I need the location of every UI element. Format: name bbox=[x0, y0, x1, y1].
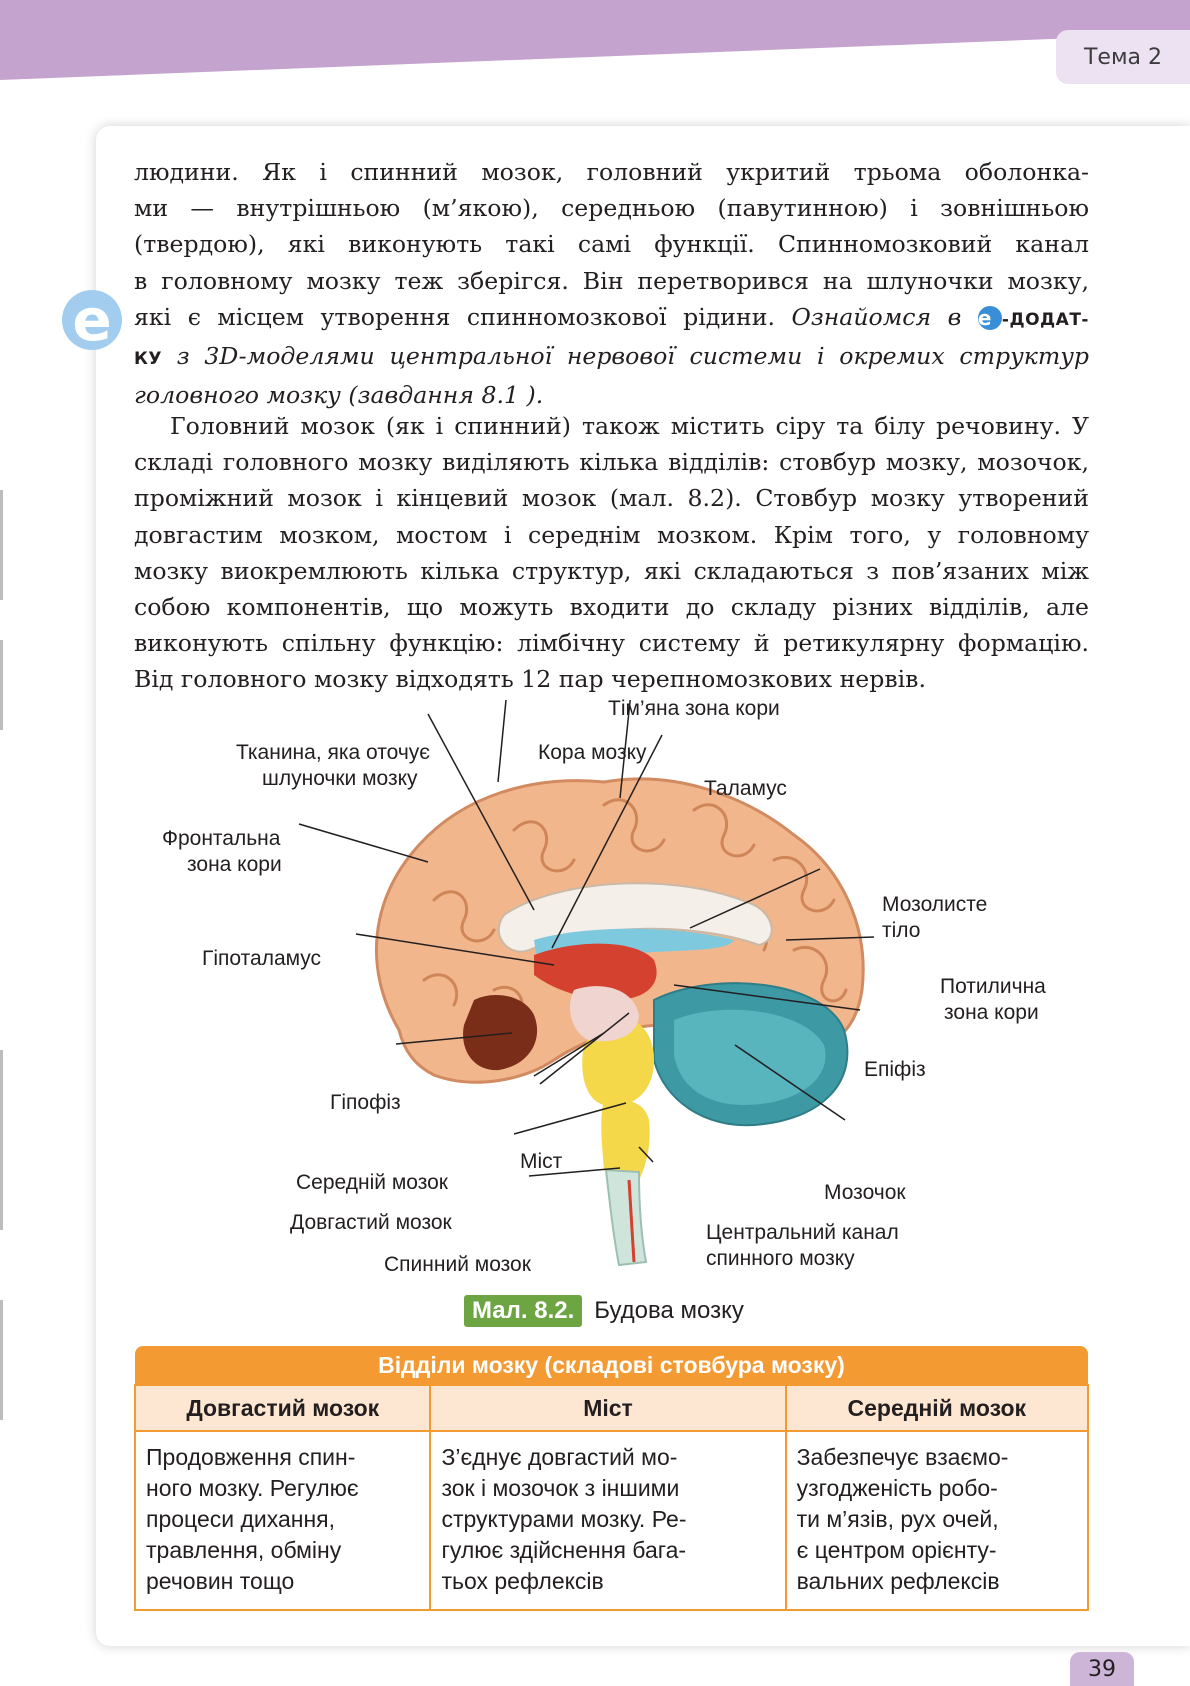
e-addon-icon[interactable]: e bbox=[978, 306, 1002, 330]
p1-line-6 bbox=[134, 338, 1089, 377]
table-header-midbrain: Середній мозок bbox=[786, 1385, 1088, 1431]
label-tissue-2: шлуночки мозку bbox=[262, 767, 418, 790]
medulla-shape bbox=[601, 1099, 649, 1180]
p1-italic-tail-1: з 3D-моделями центральної нервової системи і окремих структур bbox=[176, 342, 1090, 371]
p1-line-3: (твердою), які виконують такі самі функції. Спинномозковий канал bbox=[134, 230, 1089, 259]
figure-caption-text: Будова мозку bbox=[594, 1297, 744, 1324]
spinal-cord-shape bbox=[606, 1170, 646, 1265]
label-pons: Міст bbox=[520, 1150, 563, 1173]
p2-text: Головний мозок (як і спинний) також містить сіру та білу речовину. У складі головного мозку виділяють кілька відділів: стовбур мозку, мозочок, проміжний мозок і кінцевий мозок (мал. 8.2). Стовбур мозку утворений довгастим мозком, мостом і середнім мозком. Крім того, у головному мозку виокремлюють кілька структур, які складаються з пов’язаних між собою компонентів, що можуть входити до складу різних відділів, але виконують спільну функцію: лімбічну систему й ретикулярну формацію. Від головного мозку відходять 12 пар черепномозкових нервів. bbox=[134, 412, 1089, 694]
label-canal-1: Центральний канал bbox=[706, 1221, 899, 1244]
brain-figure bbox=[134, 697, 1089, 1280]
label-pituitary: Гіпофіз bbox=[330, 1091, 401, 1114]
table-cell-midbrain: Забезпечує взаємо- узгодженість робо- ти м’язів, рух очей, є центром орієнту- вальних рефлексів bbox=[786, 1431, 1088, 1610]
topic-tab: Тема 2 bbox=[1056, 30, 1190, 84]
p1-line-4: в головному мозку теж зберігся. Він перетворився на шлуночки мозку, bbox=[134, 266, 1089, 295]
page-number: 39 bbox=[1070, 1652, 1134, 1686]
top-band bbox=[0, 0, 1190, 80]
table-title: Відділи мозку (складові стовбура мозку) bbox=[135, 1346, 1088, 1385]
figure-number: Мал. 8.2. bbox=[464, 1295, 582, 1327]
label-occipital-2: зона кори bbox=[944, 1001, 1039, 1024]
table-row bbox=[135, 1431, 1088, 1610]
label-thalamus: Таламус bbox=[704, 777, 787, 800]
p1-line-2: ми — внутрішньою (м’якою), середньою (павутинною) і зовнішньою bbox=[134, 194, 1089, 223]
brain-sections-table bbox=[134, 1346, 1089, 1611]
label-midbrain: Середній мозок bbox=[296, 1171, 448, 1194]
p1-line-5-italic: Ознайомся в bbox=[791, 302, 962, 331]
label-parietal: Тім’яна зона кори bbox=[608, 697, 780, 720]
label-epiphysis: Епіфіз bbox=[864, 1058, 926, 1081]
table-cell-pons: З’єднує довгастий мо- зок і мозочок з іншими структурами мозку. Ре- гулює здійснення бага- тьох рефлексів bbox=[430, 1431, 785, 1610]
label-cortex: Кора мозку bbox=[538, 741, 647, 764]
addon-link-part2[interactable]: КУ bbox=[134, 349, 163, 370]
table-header-medulla: Довгастий мозок bbox=[135, 1385, 430, 1431]
p1-line-5-text: які є місцем утворення спинномозкової рідини. bbox=[134, 302, 775, 331]
label-spinal: Спинний мозок bbox=[384, 1253, 531, 1276]
label-cerebellum: Мозочок bbox=[824, 1181, 906, 1204]
label-tissue-1: Тканина, яка оточує bbox=[236, 741, 431, 764]
p1-line-1: людини. Як і спинний мозок, головний укритий трьома оболонка- bbox=[134, 158, 1089, 186]
label-frontal-1: Фронтальна bbox=[162, 827, 281, 850]
table-cell-medulla: Продовження спин- ного мозку. Регулює процеси дихання, травлення, обміну речовин тощо bbox=[135, 1431, 430, 1610]
paragraph-1 bbox=[134, 154, 1089, 413]
paragraph-2 bbox=[134, 408, 1089, 698]
p1-italic-tail-2: головного мозку (завдання 8.1 ). bbox=[134, 381, 544, 410]
label-frontal-2: зона кори bbox=[187, 853, 282, 876]
label-hypothalamus: Гіпоталамус bbox=[202, 947, 322, 970]
addon-link-part1[interactable]: -ДОДАТ- bbox=[1001, 309, 1089, 330]
p1-line-5 bbox=[134, 299, 1089, 338]
table-header-pons: Міст bbox=[430, 1385, 785, 1431]
label-occipital-1: Потилична bbox=[940, 975, 1046, 998]
label-corpus-2: тіло bbox=[882, 919, 921, 942]
figure-caption bbox=[464, 1294, 744, 1328]
label-corpus-1: Мозолисте bbox=[882, 893, 988, 916]
e-resource-icon[interactable]: e bbox=[62, 290, 122, 350]
label-canal-2: спинного мозку bbox=[706, 1247, 855, 1270]
label-medulla: Довгастий мозок bbox=[290, 1211, 452, 1234]
